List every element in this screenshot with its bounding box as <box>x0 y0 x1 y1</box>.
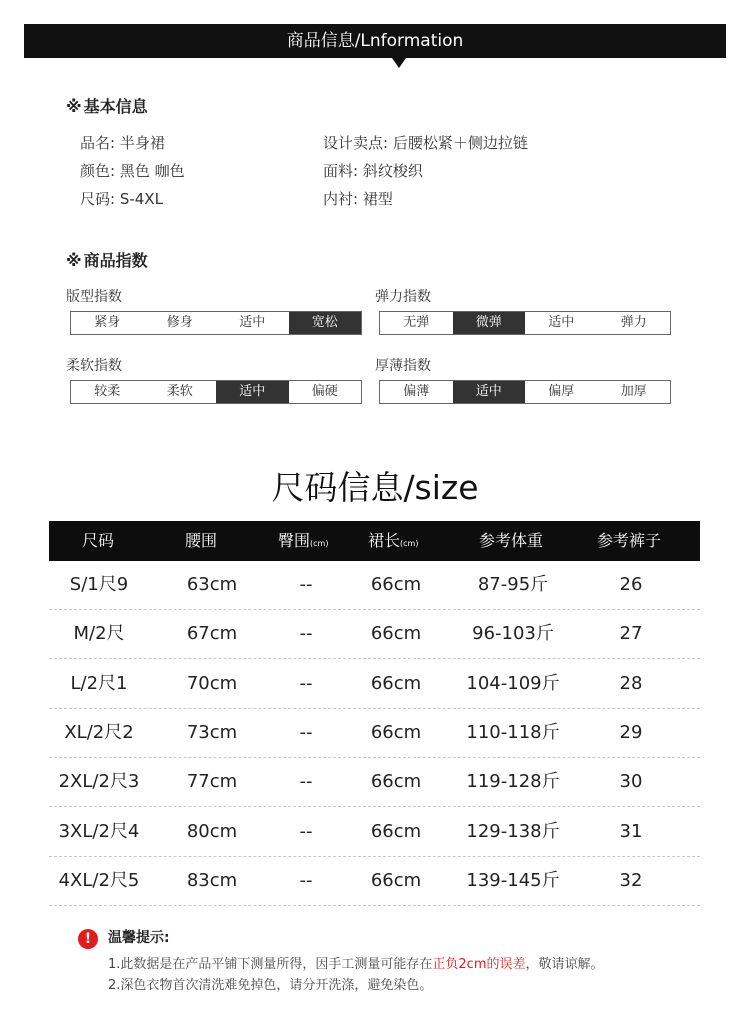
table-row <box>49 660 700 709</box>
table-cell: L/2尺1 <box>70 672 128 694</box>
index-option: 适中 <box>453 381 526 403</box>
info-item: 面料: 斜纹梭织 <box>323 162 423 180</box>
notice-title: 温馨提示: <box>108 930 170 946</box>
banner-title: 商品信息/Lnformation <box>286 31 464 51</box>
warning-icon: ! <box>78 929 98 949</box>
table-cell: 77cm <box>186 771 238 793</box>
info-item: 尺码: S-4XL <box>80 190 163 208</box>
index-option: 紧身 <box>94 315 121 330</box>
index-option: 无弹 <box>403 315 430 330</box>
table-cell: -- <box>299 721 313 743</box>
table-row <box>49 561 700 610</box>
table-row <box>49 709 700 758</box>
table-cell: 4XL/2尺5 <box>58 869 140 891</box>
table-cell: S/1尺9 <box>69 574 129 595</box>
table-cell: 110-118斤 <box>466 721 560 743</box>
table-row <box>49 758 700 807</box>
table-cell: -- <box>299 869 313 891</box>
index-option: 修身 <box>166 315 193 330</box>
notice-highlight: 正负2cm的误差 <box>432 957 526 972</box>
index-scale-fit <box>70 311 362 335</box>
index-option: 适中 <box>239 315 266 330</box>
notice-line-1: 1.此数据是在产品平铺下测量所得，因手工测量可能存在正负2cm的误差，敬请谅解。 <box>108 957 604 972</box>
info-item: 颜色: 黑色 咖色 <box>80 162 185 180</box>
table-cell: M/2尺 <box>73 623 125 645</box>
index-label-softness: 柔软指数 <box>66 358 122 374</box>
table-cell: 87-95斤 <box>477 574 549 595</box>
product-index-heading <box>66 248 148 271</box>
header-hip: 臀围(cm) <box>278 531 329 550</box>
index-scale-thickness <box>379 380 671 404</box>
index-option: 柔软 <box>166 384 193 399</box>
table-cell: 32 <box>619 869 643 891</box>
table-cell: -- <box>299 672 313 694</box>
index-option: 微弹 <box>453 312 526 334</box>
index-option: 加厚 <box>620 384 647 399</box>
basic-info-heading <box>66 94 148 117</box>
table-cell: 80cm <box>186 820 238 842</box>
product-index-title: 商品指数 <box>83 251 148 270</box>
table-cell: 96-103斤 <box>472 623 554 645</box>
table-cell: 66cm <box>370 721 422 743</box>
table-row <box>49 808 700 857</box>
table-cell: -- <box>299 574 313 595</box>
table-cell: 28 <box>619 672 643 694</box>
header-skirt-length: 裙长(cm) <box>368 531 419 550</box>
index-scale-softness <box>70 380 362 404</box>
header-waist: 腰围 <box>185 531 218 550</box>
table-cell: 30 <box>619 771 643 793</box>
table-cell: 31 <box>619 820 643 842</box>
header-ref-weight: 参考体重 <box>479 531 544 550</box>
basic-info-title: 基本信息 <box>83 97 148 116</box>
table-cell: 63cm <box>186 574 238 595</box>
size-section-title: 尺码信息/size <box>271 468 479 507</box>
table-cell: 66cm <box>370 574 422 595</box>
table-cell: 129-138斤 <box>466 820 560 842</box>
notice-line-2: 2.深色衣物首次清洗难免掉色，请分开洗涤，避免染色。 <box>108 978 433 993</box>
index-label-elasticity: 弹力指数 <box>375 289 431 305</box>
section-banner <box>24 24 726 58</box>
table-row <box>49 610 700 659</box>
table-cell: XL/2尺2 <box>64 721 134 743</box>
index-option: 适中 <box>548 315 575 330</box>
table-cell: 66cm <box>370 771 422 793</box>
index-option: 宽松 <box>289 312 362 334</box>
table-cell: 66cm <box>370 869 422 891</box>
index-option: 偏薄 <box>403 384 430 399</box>
info-item: 设计卖点: 后腰松紧＋侧边拉链 <box>323 134 528 152</box>
table-cell: 67cm <box>186 623 238 645</box>
index-option: 偏厚 <box>548 384 575 399</box>
table-cell: 73cm <box>186 721 238 743</box>
header-ref-pants: 参考裤子 <box>597 531 662 550</box>
banner-notch <box>392 58 406 68</box>
table-cell: 83cm <box>186 869 238 891</box>
index-option: 偏硬 <box>311 384 338 399</box>
size-table-header <box>49 521 700 561</box>
table-cell: -- <box>299 623 313 645</box>
table-cell: -- <box>299 820 313 842</box>
table-cell: 139-145斤 <box>466 869 560 891</box>
header-size: 尺码 <box>82 531 115 550</box>
table-cell: 27 <box>619 623 643 645</box>
basic-info-right <box>323 129 528 213</box>
index-label-thickness: 厚薄指数 <box>375 358 431 374</box>
index-label-fit: 版型指数 <box>66 289 122 305</box>
table-cell: -- <box>299 771 313 793</box>
table-cell: 29 <box>619 721 643 743</box>
index-scale-elasticity <box>379 311 671 335</box>
reference-mark-icon: ※ <box>66 251 82 270</box>
table-row <box>49 857 700 906</box>
info-item: 内衬: 裙型 <box>323 190 393 208</box>
reference-mark-icon: ※ <box>66 97 82 116</box>
index-option: 弹力 <box>620 315 647 330</box>
table-cell: 26 <box>619 574 643 595</box>
index-option: 较柔 <box>94 384 121 399</box>
table-cell: 104-109斤 <box>466 672 560 694</box>
table-cell: 3XL/2尺4 <box>58 820 140 842</box>
basic-info-left <box>80 129 185 213</box>
index-option: 适中 <box>216 381 289 403</box>
table-cell: 70cm <box>186 672 238 694</box>
table-cell: 2XL/2尺3 <box>58 771 140 793</box>
table-cell: 66cm <box>370 672 422 694</box>
info-item: 品名: 半身裙 <box>80 134 165 152</box>
table-cell: 119-128斤 <box>466 771 560 793</box>
table-cell: 66cm <box>370 820 422 842</box>
table-cell: 66cm <box>370 623 422 645</box>
